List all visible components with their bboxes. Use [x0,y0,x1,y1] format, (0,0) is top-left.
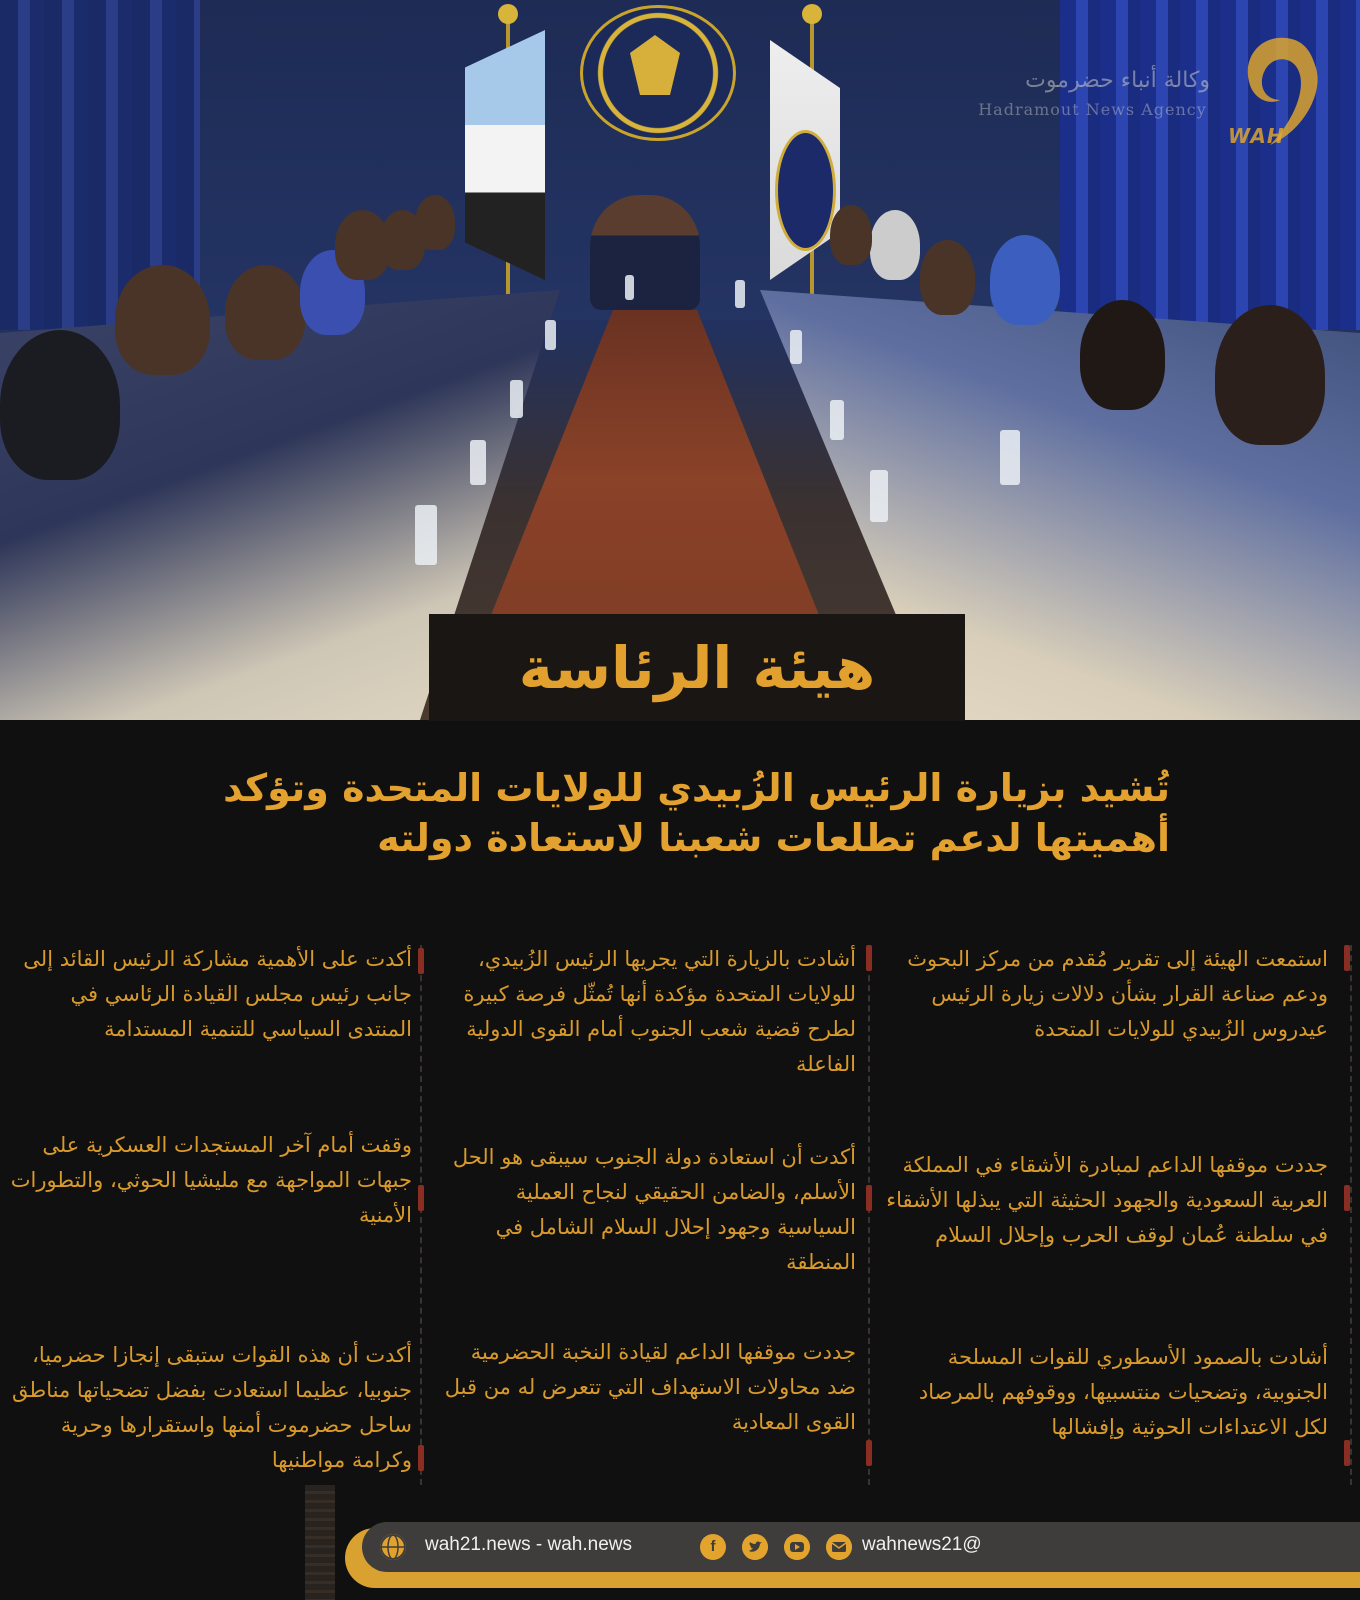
news-item: جددت موقفها الداعم لمبادرة الأشقاء في المملكة العربية السعودية والجهود الحثيثة التي يبذلها الأشقاء في سلطنة عُمان لوقف الحرب وإحلال السلام [886,1153,1328,1247]
news-item: أكدت أن هذه القوات ستبقى إنجازا حضرميا، جنوبيا، عظيما استعادت بفضل تضحياتها مناطق ساحل حضرموت أمنها واستقرارها وحرية وكرامة مواطنيها [11,1343,412,1472]
bullet-marker [1344,945,1350,971]
page-title: هيئة الرئاسة [518,633,876,702]
bullet-marker [866,945,872,971]
bullet-marker [418,1185,424,1211]
twitter-icon[interactable] [742,1534,768,1560]
water-bottle [790,330,802,364]
participant [225,265,305,360]
participant [830,205,872,265]
brush-decoration [305,1485,335,1600]
water-bottle [625,275,634,300]
water-bottle [415,505,437,565]
email-icon[interactable] [826,1534,852,1560]
water-bottle [545,320,556,350]
website-links[interactable]: wah21.news - wah.news [425,1534,632,1555]
water-bottle [470,440,486,485]
youtube-icon[interactable] [784,1534,810,1560]
bullet-marker [418,948,424,974]
column-divider [868,945,870,1485]
flag-finial-left [498,4,518,24]
facebook-icon[interactable]: f [700,1534,726,1560]
water-bottle [1000,430,1020,485]
participant [415,195,455,250]
headline-line-1: تُشيد بزيارة الرئيس الزُبيدي للولايات المتحدة وتؤكد [223,766,1170,810]
participant [990,235,1060,325]
news-item: جددت موقفها الداعم لقيادة النخبة الحضرمية ضد محاولات الاستهداف التي تتعرض له من قبل القوى المعادية [444,1340,856,1434]
participant [1080,300,1165,410]
bullet-marker [866,1440,872,1466]
water-bottle [870,470,888,522]
news-item: أكدت على الأهمية مشاركة الرئيس القائد إلى جانب رئيس مجلس القيادة الرئاسي في المنتدى السياسي للتنمية المستدامة [23,947,412,1041]
column-divider [1350,945,1352,1485]
agency-name-english: Hadramout News Agency [978,100,1207,119]
bullet-marker [866,1185,872,1211]
news-item: أشادت بالصمود الأسطوري للقوات المسلحة الجنوبية، وتضحيات منتسبيها، ووقوفهم بالمرصاد لكل الاعتداءات الحوثية وإفشالها [918,1345,1328,1439]
social-handle[interactable]: wahnews21@ [862,1534,982,1555]
water-bottle [510,380,523,418]
title-banner [429,614,965,721]
news-item: وقفت أمام آخر المستجدات العسكرية على جبهات المواجهة مع مليشيا الحوثي، والتطورات الأمنية [10,1133,412,1227]
participant [115,265,210,375]
headline [130,763,1170,863]
participant [870,210,920,280]
agency-name-arabic: وكالة أنباء حضرموت [1025,68,1210,93]
south-flag [465,30,545,280]
participant [920,240,975,315]
water-bottle [830,400,844,440]
chairman-figure [590,195,700,310]
logo-wordmark: WAH [1228,124,1285,148]
headline-line-2: أهميتها لدعم تطلعات شعبنا لاستعادة دولته [377,816,1170,860]
column-divider [420,945,422,1485]
council-flag-seal [775,130,836,251]
globe-icon [380,1534,406,1560]
bullet-marker [1344,1185,1350,1211]
flag-finial-right [802,4,822,24]
news-item: أكدت أن استعادة دولة الجنوب سيبقى هو الحل الأسلم، والضامن الحقيقي لنجاح العملية السياسية وجهود إحلال السلام الشامل في المنطقة [452,1145,856,1274]
bullet-marker [1344,1440,1350,1466]
news-item: أشادت بالزيارة التي يجريها الرئيس الزُبيدي، للولايات المتحدة مؤكدة أنها تُمثّل فرصة كبيرة لطرح قضية شعب الجنوب أمام القوى الدولية الفاعلة [463,947,856,1076]
bullet-marker [418,1445,424,1471]
participant [0,330,120,480]
news-item: استمعت الهيئة إلى تقرير مُقدم من مركز البحوث ودعم صناعة القرار بشأن دلالات زيارة الرئيس عيدروس الزُبيدي للولايات المتحدة [907,947,1328,1041]
participant [1215,305,1325,445]
water-bottle [735,280,745,308]
